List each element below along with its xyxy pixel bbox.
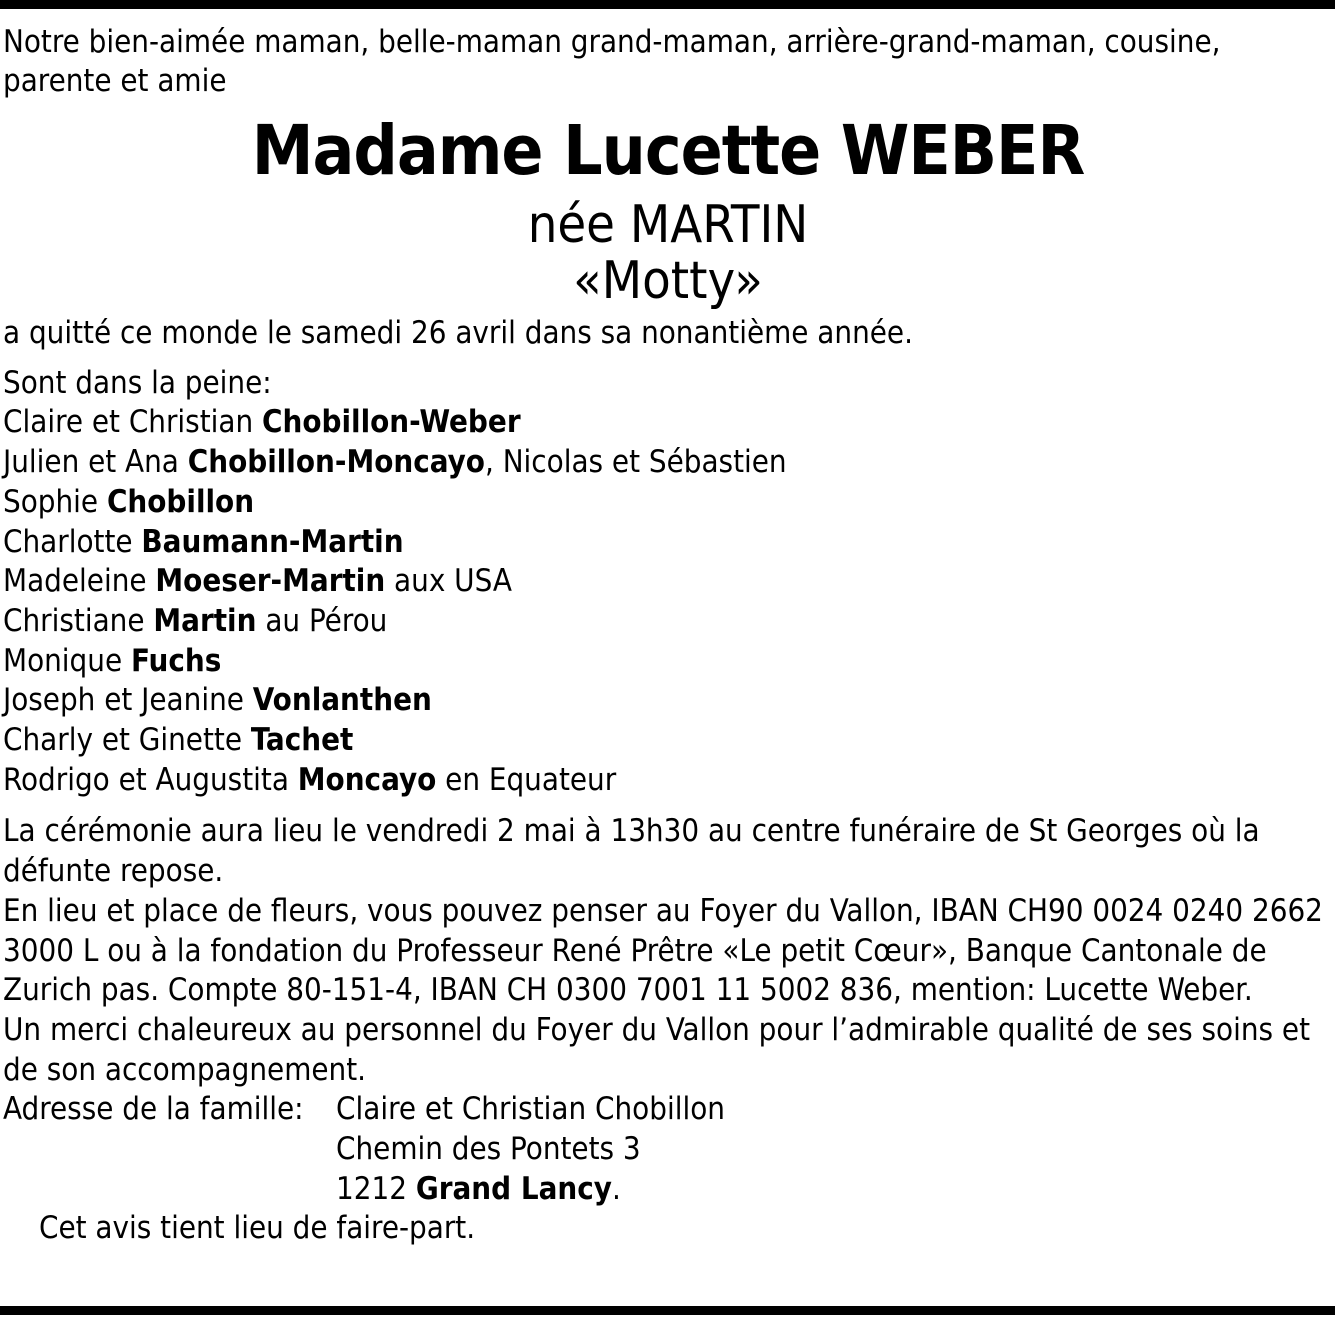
address-label: Adresse de la famille:	[3, 1091, 304, 1128]
family-name: Chobillon-Moncayo	[187, 444, 485, 481]
obituary-notice	[3, 23, 1333, 1249]
mourner-line: Madeleine Moeser-Martin aux USA	[3, 563, 512, 600]
family-name: Baumann-Martin	[141, 523, 404, 560]
thanks-text: Un merci chaleureux au personnel du Foyer du Vallon pour l’admirable qualité de ses soins et de son accompagnement.	[3, 1011, 1311, 1088]
closing-note: Cet avis tient lieu de faire-part.	[39, 1210, 476, 1247]
intro-text: Notre bien-aimée maman, belle-maman grand-maman, arrière-grand-maman, cousine, parente et amie	[3, 24, 1221, 99]
mourners-heading: Sont dans la peine:	[3, 364, 272, 401]
family-name: Fuchs	[130, 642, 222, 679]
family-name: Moncayo	[297, 761, 437, 798]
address-line-2: Chemin des Pontets 3	[336, 1131, 641, 1168]
mourner-line: Sophie Chobillon	[3, 483, 255, 520]
family-name: Tachet	[250, 722, 354, 759]
mourner-line: Joseph et Jeanine Vonlanthen	[3, 682, 432, 719]
family-name: Chobillon	[106, 483, 255, 520]
top-rule	[0, 0, 1335, 9]
maiden-name: née MARTIN	[527, 195, 809, 255]
deceased-name: Madame Lucette WEBER	[251, 111, 1085, 191]
mourner-line: Christiane Martin au Pérou	[3, 602, 388, 639]
mourner-line: Rodrigo et Augustita Moncayo en Equateur	[3, 761, 617, 798]
donations-info: En lieu et place de fleurs, vous pouvez penser au Foyer du Vallon, IBAN CH90 0024 0240 2662 3000 L ou à la fondation du Professeur René Prêtre «Le petit Cœur», Banque Cantonale de Zurich pas. Compte 80-151-4, IBAN CH 0300 7001 11 5002 836, mention: Lucette Weber.	[3, 892, 1323, 1009]
mourner-line: Claire et Christian Chobillon-Weber	[3, 404, 521, 441]
mourner-line: Julien et Ana Chobillon-Moncayo, Nicolas et Sébastien	[3, 444, 787, 481]
mourner-line: Charlotte Baumann-Martin	[3, 523, 404, 560]
address-city: Grand Lancy	[415, 1170, 612, 1207]
address-line-3: 1212 Grand Lancy.	[336, 1170, 621, 1207]
mourner-line: Charly et Ginette Tachet	[3, 722, 354, 759]
ceremony-info: La cérémonie aura lieu le vendredi 2 mai à 13h30 au centre funéraire de St Georges où la défunte repose.	[3, 813, 1260, 890]
family-name: Moeser-Martin	[155, 563, 386, 600]
family-address	[3, 1090, 1333, 1209]
mourner-line: Monique Fuchs	[3, 642, 222, 679]
address-line-1: Claire et Christian Chobillon	[336, 1091, 725, 1128]
death-notice: a quitté ce monde le samedi 26 avril dans sa nonantième année.	[3, 315, 913, 351]
address-lines	[336, 1090, 725, 1209]
family-name: Vonlanthen	[252, 682, 432, 719]
bottom-rule	[0, 1306, 1335, 1315]
family-name: Chobillon-Weber	[262, 404, 521, 441]
family-name: Martin	[153, 602, 257, 639]
mourners-list	[3, 403, 1333, 800]
nickname: «Motty»	[573, 251, 763, 311]
